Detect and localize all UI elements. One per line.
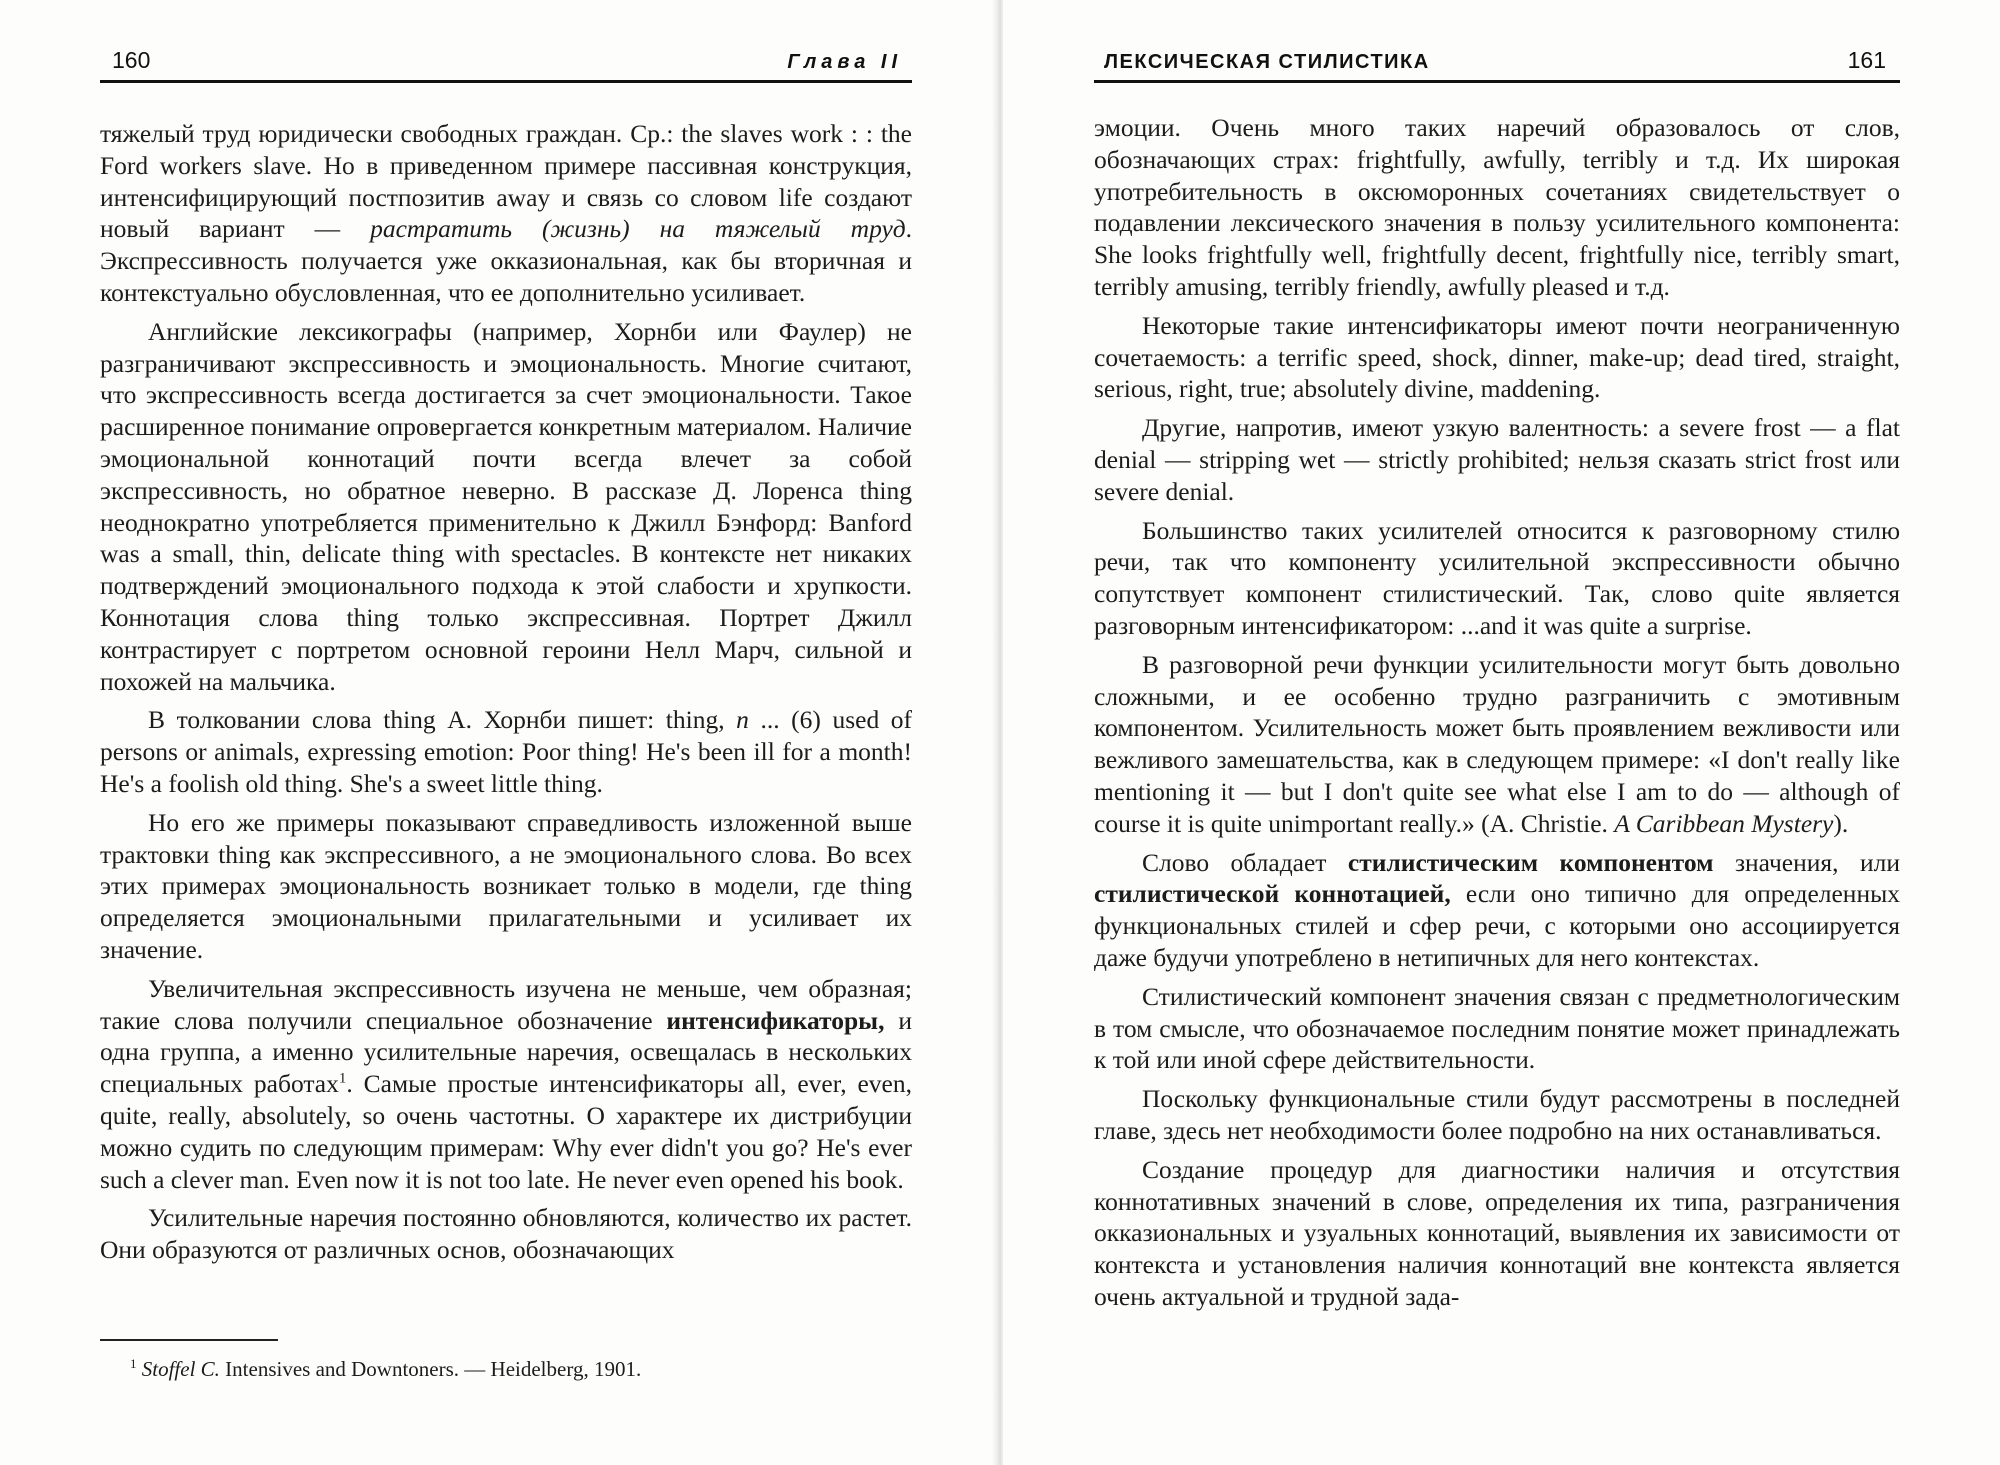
text-span: В разговорной речи функции усилительности могут быть довольно сложными, и ее особенно трудно разграничить с эмотивным компонентом. Усилительность может быть проявлением вежливости или вежливого замешательства, как в следующем примере: «I don't really like mentioning it — but I don't quite see what else I am to do — although of course it is quite unimportant really.» (A. Christie.: [1094, 649, 1900, 838]
left-page-body: [100, 118, 912, 1273]
text-span: ... (6) used of persons or animals, expressing emotion: Poor thing! He's been ill for a month! He's a foolish old thing. She's a sweet little thing.: [100, 705, 913, 798]
text-span: . Экспрессивность получается уже окказиональная, как бы вторичная и контекстуально обусловленная, что ее дополнительно усиливает.: [100, 214, 912, 307]
bold-term: стилистическим компонентом: [1347, 847, 1714, 877]
paragraph: [1094, 847, 1900, 974]
paragraph: Создание процедур для диагностики наличия и отсутствия коннотативных значений в слове, определения их типа, разграничения окказиональных и узуальных коннотаций, выявления их зависимости от контекста и установления наличия коннотаций вне контекста является очень актуальной и трудной зада-: [1094, 1154, 1900, 1311]
right-page: [1003, 0, 2000, 1465]
italic-span: A Caribbean Mystery: [1614, 808, 1834, 838]
text-span: если оно типично для определенных функциональных стилей и сфер речи, с которыми оно ассоциируется даже будучи употреблено в нетипичных для него контекстах.: [1094, 879, 1900, 972]
running-head: Глава II: [787, 51, 902, 73]
text-span: В толковании слова thing А. Хорнби пишет: thing,: [148, 705, 737, 735]
right-page-body: [1094, 112, 1900, 1320]
paragraph: [100, 973, 912, 1196]
page-number: 161: [1847, 47, 1886, 73]
paragraph: Поскольку функциональные стили будут рассмотрены в последней главе, здесь нет необходимости более подробно на них останавливаться.: [1094, 1084, 1900, 1145]
footnote-author: Stoffel C.: [141, 1357, 220, 1381]
footnote-marker: 1: [130, 1356, 137, 1371]
left-page-header: [100, 44, 912, 83]
paragraph: Английские лексикографы (например, Хорнби или Фаулер) не разграничивают экспрессивность и эмоциональность. Многие считают, что экспрессивность всегда достигается за счет эмоциональности. Такое расширенное понимание опровергается конкретным материалом. Наличие эмоциональной коннотаций почти всегда влечет за собой экспрессивность, но обратное неверно. В рассказе Д. Лоренса thing неоднократно употребляется применительно к Джилл Бэнфорд: Banford was a small, thin, delicate thing with spectacles. В контексте нет никаких подтверждений эмоционального подхода к этой слабости и хрупкости. Коннотация слова thing только экспрессивная. Портрет Джилл контрастирует с портретом основной героини Нелл Марч, сильной и похожей на мальчика.: [100, 316, 912, 696]
text-span: и одна группа, а именно усилительные наречия, освещалась в нескольких специальных работах: [100, 1005, 912, 1099]
footnote-divider: [100, 1339, 278, 1341]
paragraph: Другие, напротив, имеют узкую валентность: a severe frost — a flat denial — stripping wet — strictly prohibited; нельзя сказать strict frost или severe denial.: [1094, 413, 1900, 506]
paragraph: Большинство таких усилителей относится к разговорному стилю речи, так что компоненту усилительной экспрессивности обычно сопутствует компонент стилистический. Так, слово quite является разговорным интенсификатором: ...and it was quite a surprise.: [1094, 515, 1900, 640]
right-page-header: [1094, 44, 1900, 83]
footnote-reference[interactable]: 1: [338, 1070, 347, 1087]
bold-term: стилистической коннотацией,: [1094, 879, 1451, 909]
paragraph: [1094, 649, 1900, 840]
text-span: Увеличительная экспрессивность изучена не меньше, чем образная; такие слова получили специальное обозначение: [100, 973, 912, 1035]
paragraph: Но его же примеры показывают справедливость изложенной выше трактовки thing как экспрессивного, а не эмоционального слова. Во всех этих примерах эмоциональность возникает только в модели, где thing определяется эмоциональными прилагательными и усиливает их значение.: [100, 807, 912, 964]
paragraph: [100, 118, 912, 309]
paragraph: эмоции. Очень много таких наречий образовалось от слов, обозначающих страх: frightfully, awfully, terribly и т.д. Их широкая употребительность в оксюморонных сочетаниях свидетельствует о подавлении лексического значения в пользу усилительного компонента: She looks frightfully well, frightfully decent, frightfully nice, terribly smart, terribly amusing, terribly friendly, awfully pleased и т.д.: [1094, 113, 1900, 301]
italic-span: n: [736, 705, 749, 735]
text-span: значения, или: [1713, 847, 1900, 877]
paragraph: Стилистический компонент значения связан с предметнологическим в том смысле, что обозначаемое последним понятие может принадлежать к той или иной сфере действительности.: [1094, 981, 1900, 1075]
paragraph: Усилительные наречия постоянно обновляются, количество их растет. Они образуются от различных основ, обозначающих: [100, 1203, 912, 1265]
text-span: Слово обладает: [1142, 847, 1348, 877]
footnote-text: Intensives and Downtoners. — Heidelberg, 1901.: [219, 1357, 642, 1381]
text-span: тяжелый труд юридически свободных граждан. Ср.: the slaves work : : the Ford workers slave. Но в приведенном примере пассивная конструкция, интенсифицирующий постпозитив away и связь со словом life создают новый вариант —: [100, 119, 912, 244]
text-span: . Самые простые интенсификаторы all, ever, even, quite, really, absolutely, so очень частотны. О характере их дистрибуции можно судить по следующим примерам: Why ever didn't you go? He's ever such a clever man. Even now it is not too late. He never even opened his book.: [100, 1069, 913, 1194]
bold-term: интенсификаторы,: [666, 1005, 885, 1035]
paragraph: Некоторые такие интенсификаторы имеют почти неограниченную сочетаемость: a terrific speed, shock, dinner, make-up; dead tired, straight, serious, right, true; absolutely divine, maddening.: [1094, 310, 1900, 404]
page-number: 160: [112, 47, 151, 73]
text-span: ).: [1833, 808, 1849, 838]
left-page: [0, 0, 997, 1465]
paragraph: [100, 704, 912, 799]
running-head: ЛЕКСИЧЕСКАЯ СТИЛИСТИКА: [1104, 51, 1430, 73]
footnote: [130, 1355, 910, 1383]
italic-span: растратить (жизнь) на тяжелый труд: [370, 214, 906, 244]
